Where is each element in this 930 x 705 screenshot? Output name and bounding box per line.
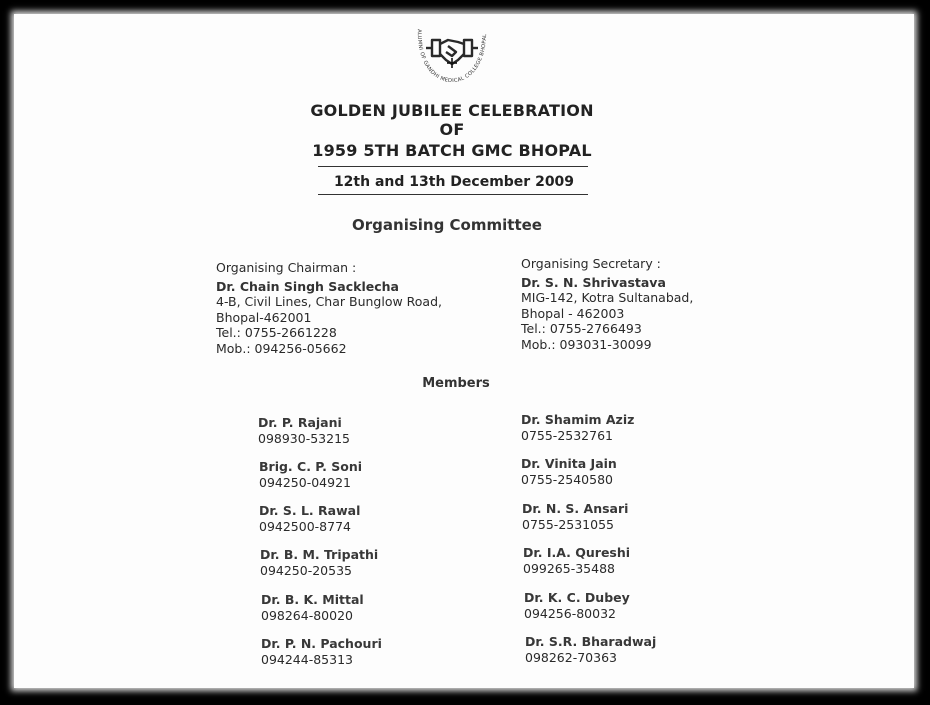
- chairman-role: Organising Chairman :: [216, 260, 357, 275]
- handshake-emblem-icon: [402, 22, 502, 86]
- member-phone: 098262-70363: [525, 650, 617, 665]
- member-entry: [261, 636, 382, 668]
- member-name: Dr. N. S. Ansari: [522, 501, 629, 516]
- member-name: Dr. B. K. Mittal: [261, 592, 364, 607]
- member-entry: [523, 545, 630, 577]
- member-phone: 094256-80032: [524, 606, 616, 621]
- member-entry: [258, 415, 350, 447]
- event-dates: 12th and 13th December 2009: [333, 174, 575, 190]
- member-entry: [524, 590, 630, 622]
- secretary-address2: Bhopal - 462003: [521, 305, 625, 321]
- chairman-address2: Bhopal-462001: [216, 309, 312, 325]
- chairman-tel: Tel.: 0755-2661228: [216, 325, 337, 340]
- member-phone: 094244-85313: [261, 652, 353, 667]
- member-phone: 0755-2540580: [521, 472, 613, 487]
- event-title-line2: OF: [439, 120, 465, 139]
- member-phone: 099265-35488: [523, 561, 615, 576]
- member-entry: [259, 503, 360, 535]
- secretary-address1: MIG-142, Kotra Sultanabad,: [521, 290, 694, 305]
- committee-title: Organising Committee: [352, 216, 542, 234]
- chairman-name: Dr. Chain Singh Sacklecha: [216, 278, 399, 294]
- chairman-mob: Mob.: 094256-05662: [216, 340, 347, 356]
- member-name: Dr. P. Rajani: [258, 415, 342, 430]
- member-phone: 098264-80020: [261, 608, 353, 623]
- member-name: Dr. S.R. Bharadwaj: [525, 634, 657, 649]
- secretary-block: [521, 256, 693, 352]
- member-entry: [522, 501, 628, 533]
- document-page: [14, 14, 914, 688]
- member-entry: [259, 459, 362, 491]
- member-phone: 0942500-8774: [259, 519, 351, 534]
- member-entry: [521, 456, 617, 488]
- chairman-address1: 4-B, Civil Lines, Char Bunglow Road,: [216, 294, 443, 309]
- member-name: Dr. Shamim Aziz: [521, 412, 635, 427]
- divider-top: [318, 166, 588, 167]
- secretary-tel: Tel.: 0755-2766493: [521, 321, 642, 336]
- member-name: Dr. B. M. Tripathi: [260, 547, 379, 562]
- member-name: Dr. I.A. Qureshi: [523, 545, 631, 560]
- member-name: Brig. C. P. Soni: [259, 459, 363, 474]
- member-name: Dr. K. C. Dubey: [524, 590, 630, 605]
- event-title-line1: GOLDEN JUBILEE CELEBRATION: [310, 101, 594, 120]
- member-phone: 0755-2532761: [521, 428, 613, 443]
- chairman-block: [216, 260, 442, 356]
- member-name: Dr. S. L. Rawal: [259, 503, 361, 518]
- member-phone: 094250-20535: [260, 563, 352, 578]
- member-entry: [521, 412, 634, 444]
- secretary-name: Dr. S. N. Shrivastava: [521, 274, 666, 290]
- member-entry: [261, 592, 364, 624]
- member-entry: [260, 547, 378, 579]
- logo-ring-text: ALUMNI OF GANDHI MEDICAL COLLEGE BHOPAL: [415, 29, 489, 85]
- member-name: Dr. Vinita Jain: [521, 456, 617, 471]
- member-name: Dr. P. N. Pachouri: [261, 636, 382, 651]
- member-phone: 0755-2531055: [522, 517, 614, 532]
- member-phone: 098930-53215: [258, 431, 350, 446]
- secretary-role: Organising Secretary :: [521, 256, 661, 271]
- members-title: Members: [422, 376, 490, 391]
- divider-bottom: [318, 194, 588, 195]
- event-title-line3: 1959 5TH BATCH GMC BHOPAL: [312, 141, 592, 160]
- secretary-mob: Mob.: 093031-30099: [521, 336, 652, 352]
- member-phone: 094250-04921: [259, 475, 351, 490]
- member-entry: [525, 634, 656, 666]
